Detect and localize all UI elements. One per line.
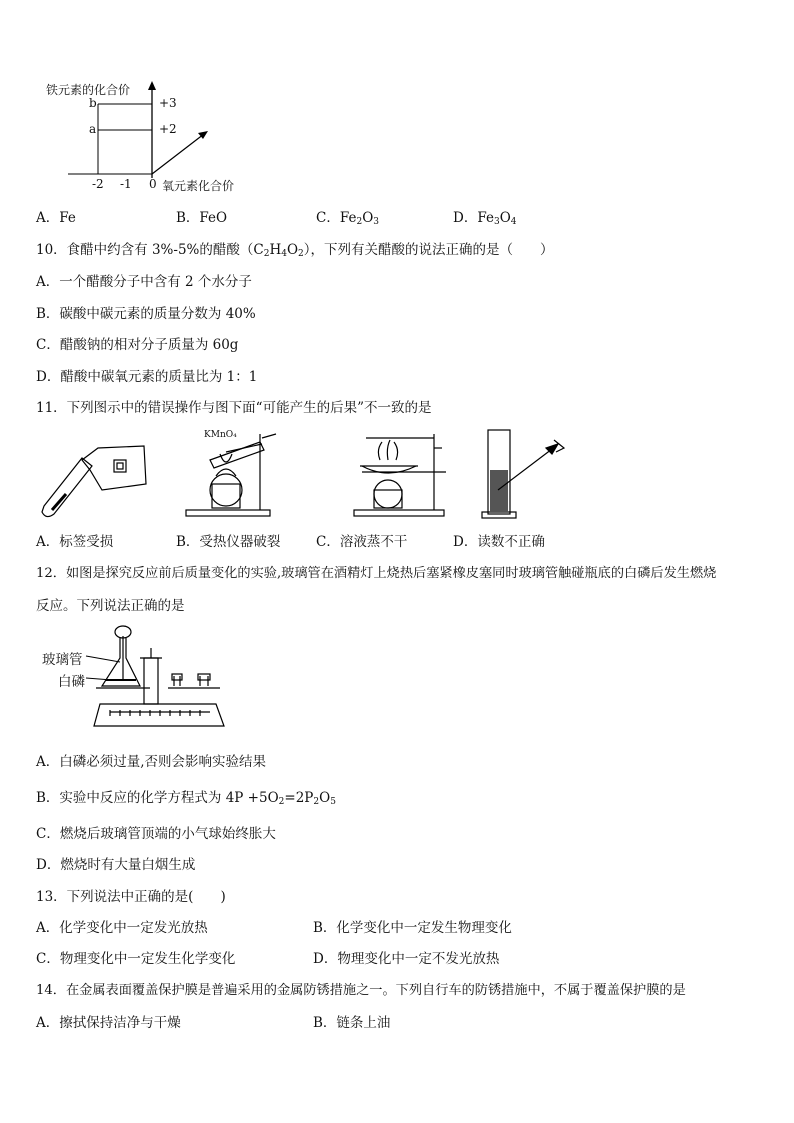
q11-figures — [36, 424, 596, 524]
q9-d-sub2: 4 — [510, 217, 517, 227]
q9-c-mid: O — [362, 210, 374, 226]
q9-d-pre: D．Fe — [453, 210, 494, 226]
figure-b-heating-icon — [186, 434, 276, 516]
q9-option-d[interactable] — [453, 206, 517, 227]
y-axis-label: 铁元素的化合价 — [46, 83, 131, 97]
q10-stem-b: ），下列有关醋酸的说法正确的是（ ） — [303, 242, 554, 258]
q10-option-a[interactable]: A．一个醋酸分子中含有 2 个水分子 — [36, 274, 252, 290]
q12-stem-line2: 反应。下列说法正确的是 — [36, 598, 185, 614]
q9-option-c[interactable] — [316, 206, 379, 227]
q10-option-b[interactable]: B．碳酸中碳元素的质量分数为 40% — [36, 306, 256, 322]
q12-option-b[interactable] — [36, 786, 336, 807]
q12-b-sub2: 2 — [313, 797, 320, 807]
q11-option-c[interactable]: C．溶液蒸不干 — [316, 534, 408, 550]
q13-row1 — [36, 916, 756, 936]
q13-row2 — [36, 947, 756, 967]
q12-stem-line1: 12．如图是探究反应前后质量变化的实验,玻璃管在酒精灯上烧热后塞紧橡皮塞同时玻璃管触碰瓶底的白磷后发生燃烧 — [36, 566, 717, 581]
q10-sub3: 2 — [298, 249, 304, 259]
q10-mid1: H — [269, 242, 282, 258]
x-axis-label: 氧元素化合价 — [162, 179, 235, 193]
q10-mid2: O — [286, 242, 299, 258]
label-white-phosphorus: 白磷 — [58, 674, 85, 690]
q9-option-b[interactable]: B．FeO — [176, 210, 228, 226]
q12-b-sub1: 2 — [278, 797, 285, 807]
q13-option-d[interactable]: D．物理变化中一定不发光放热 — [313, 951, 500, 967]
valence-chart — [40, 78, 280, 196]
q12-option-a[interactable]: A．白磷必须过量,否则会影响实验结果 — [36, 754, 267, 770]
q13-option-a[interactable]: A．化学变化中一定发光放热 — [36, 920, 208, 936]
label-glass-tube: 玻璃管 — [42, 652, 83, 668]
q10-stem — [36, 238, 554, 259]
q11-option-d[interactable]: D．读数不正确 — [453, 534, 545, 550]
q9-option-a[interactable]: A．Fe — [36, 210, 76, 226]
q11-figures-svg — [36, 424, 596, 524]
q12-b-mid2: O — [319, 790, 331, 806]
q9-options — [36, 206, 756, 226]
q14-option-b[interactable]: B．链条上油 — [313, 1015, 391, 1031]
q14-option-a[interactable]: A．擦拭保持洁净与干燥 — [36, 1015, 181, 1031]
q11-option-b[interactable]: B．受热仪器破裂 — [176, 534, 281, 550]
y-letter-b: b — [89, 96, 97, 110]
q9-d-sub1: 3 — [493, 217, 500, 227]
q12-option-d[interactable]: D．燃烧时有大量白烟生成 — [36, 857, 196, 873]
q10-sub2: 4 — [281, 249, 287, 259]
q12-b-pre: B．实验中反应的化学方程式为 4P +5O — [36, 790, 279, 806]
q10-stem-a: 10．食醋中约含有 3%-5%的醋酸（C — [36, 242, 264, 258]
q12-b-mid: =2P — [284, 790, 314, 806]
q11-options — [36, 530, 756, 550]
q9-c-pre: C．Fe — [316, 210, 357, 226]
right-tick-top: +3 — [159, 96, 177, 110]
q12-option-c[interactable]: C．燃烧后玻璃管顶端的小气球始终胀大 — [36, 826, 276, 842]
x-tick-3: 0 — [149, 177, 157, 191]
figure-c-evaporation-icon — [354, 434, 446, 516]
q13-stem: 13．下列说法中正确的是( ) — [36, 889, 226, 905]
q13-option-b[interactable]: B．化学变化中一定发生物理变化 — [313, 920, 512, 936]
q14-stem: 14．在金属表面覆盖保护膜是普遍采用的金属防锈措施之一。下列自行车的防锈措施中，不属于覆盖保护膜的是 — [36, 983, 686, 998]
q10-sub1: 2 — [263, 249, 270, 259]
q9-d-mid: O — [499, 210, 511, 226]
q9-c-sub2: 3 — [373, 217, 379, 227]
q10-option-c[interactable]: C．醋酸钠的相对分子质量为 60g — [36, 337, 239, 353]
q13-option-c[interactable]: C．物理变化中一定发生化学变化 — [36, 951, 236, 967]
figure-d-cylinder-icon — [482, 430, 564, 518]
q12-b-sub3: 5 — [330, 797, 336, 807]
q9-c-sub1: 2 — [356, 217, 363, 227]
q12-balance-figure — [40, 618, 240, 736]
q10-option-d[interactable]: D．醋酸中碳氧元素的质量比为 1：1 — [36, 369, 258, 385]
kmno4-label: KMnO₄ — [204, 430, 237, 440]
q11-option-a[interactable]: A．标签受损 — [36, 534, 114, 550]
y-letter-a: a — [89, 122, 97, 136]
q14-row1 — [36, 1011, 756, 1031]
figure-a-pouring-icon — [42, 446, 146, 517]
x-tick-2: -1 — [120, 177, 132, 191]
x-tick-1: -2 — [92, 177, 104, 191]
right-tick-mid: +2 — [159, 122, 177, 136]
q11-stem: 11．下列图示中的错误操作与图下面“可能产生的后果”不一致的是 — [36, 400, 432, 416]
